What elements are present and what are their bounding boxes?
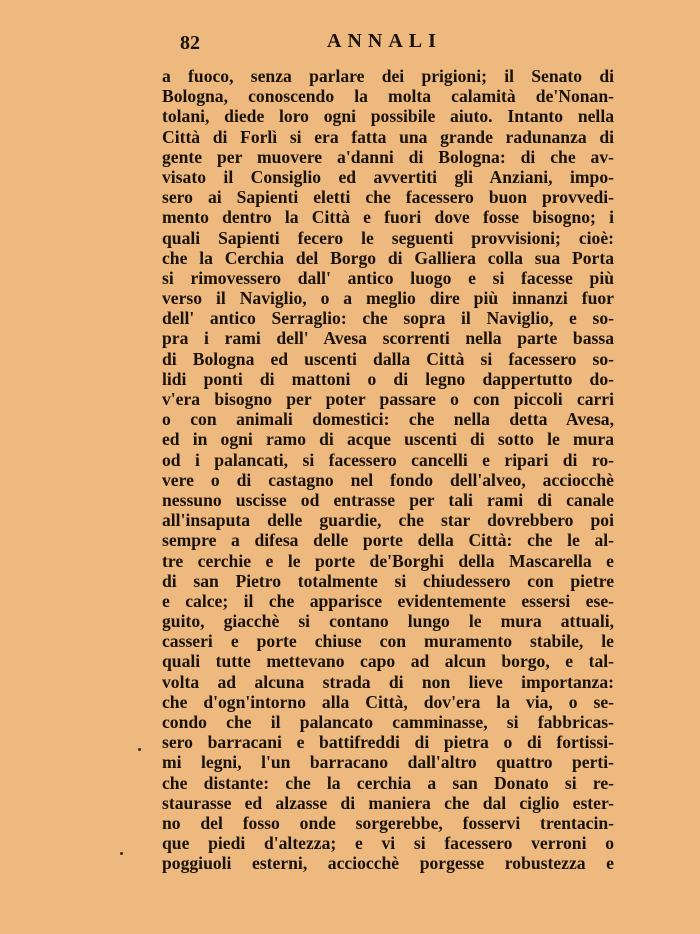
text-line: verso il Naviglio, o a meglio dire più innanzi fuor [162, 288, 614, 309]
text-line: sero barracani e battifreddi di pietra o di fortissi- [162, 732, 614, 753]
text-line: que piedi d'altezza; e vi si facessero verroni o [162, 833, 614, 854]
text-line: ed in ogni ramo di acque uscenti di sotto le mura [162, 429, 614, 450]
text-line: quali Sapienti fecero le seguenti provvisioni; cioè: [162, 227, 614, 248]
text-line: condo che il palancato camminasse, si fabbricas- [162, 712, 614, 732]
text-line: tolani, diede loro ogni possibile aiuto. Intanto nella [162, 106, 614, 127]
text-line: gente per muovere a'danni di Bologna: di che av- [162, 146, 614, 167]
body-text [162, 66, 614, 874]
text-line: nessuno uscisse od entrasse per tali rami di canale [162, 489, 614, 510]
text-line: e calce; il che apparisce evidentemente essersi ese- [162, 590, 614, 611]
text-line: volta ad alcuna strada di non lieve importanza: [162, 671, 614, 692]
margin-speck [120, 852, 123, 855]
text-line: staurasse ed alzasse di maniera che dal ciglio ester- [162, 792, 614, 813]
text-line: mento dentro la Città e fuori dove fosse bisogno; i [162, 207, 614, 228]
running-head: ANNALI [327, 30, 442, 52]
page-number: 82 [180, 32, 200, 54]
text-line: no del fosso onde sorgerebbe, fosservi trentacin- [162, 812, 614, 833]
text-line: o con animali domestici: che nella detta Avesa, [162, 409, 614, 430]
text-line: tre cerchie e le porte de'Borghi della Mascarella e [162, 550, 614, 571]
text-line: Città di Forlì si era fatta una grande radunanza di [162, 126, 614, 147]
text-line: guito, giacchè si contano lungo le mura attuali, [162, 611, 614, 632]
text-line: casseri e porte chiuse con muramento stabile, le [162, 631, 614, 652]
text-line: lidi ponti di mattoni o di legno dappertutto do- [162, 368, 614, 389]
text-line: pra i rami dell' Avesa scorrenti nella parte bassa [162, 328, 614, 349]
text-line: sempre a difesa delle porte della Città: che le al- [162, 530, 614, 551]
text-line: quali tutte mettevano capo ad alcun borgo, e tal- [162, 651, 614, 672]
margin-speck [138, 748, 141, 751]
text-line: mi legni, l'un barracano dall'altro quattro perti- [162, 752, 614, 773]
text-line: v'era bisogno per poter passare o con piccoli carri [162, 389, 614, 409]
page-header [162, 30, 614, 58]
text-line: dell' antico Serraglio: che sopra il Naviglio, e so- [162, 308, 614, 329]
text-line: di Bologna ed uscenti dalla Città si facessero so- [162, 348, 614, 369]
text-line: sero ai Sapienti eletti che facessero buon provvedi- [162, 187, 614, 208]
text-line: vere o di castagno nel fondo dell'alveo, acciocchè [162, 469, 614, 490]
text-line: che d'ogn'intorno alla Città, dov'era la via, o se- [162, 691, 614, 712]
text-line: che distante: che la cerchia a san Donato si re- [162, 772, 614, 793]
text-line: Bologna, conoscendo la molta calamità de'Nonan- [162, 86, 614, 107]
text-line: di san Pietro totalmente si chiudessero con pietre [162, 570, 614, 591]
text-line: all'insaputa delle guardie, che star dovrebbero poi [162, 510, 614, 531]
text-line: a fuoco, senza parlare dei prigioni; il Senato di [162, 66, 614, 86]
text-line: od i palancati, si facessero cancelli e ripari di ro- [162, 449, 614, 470]
text-line: si rimovessero dall' antico luogo e si facesse più [162, 267, 614, 288]
text-line: poggiuoli esterni, acciocchè porgesse robustezza e [162, 853, 614, 874]
text-line: visato il Consiglio ed avvertiti gli Anziani, impo- [162, 166, 614, 187]
text-line: che la Cerchia del Borgo di Galliera colla sua Porta [162, 247, 614, 268]
